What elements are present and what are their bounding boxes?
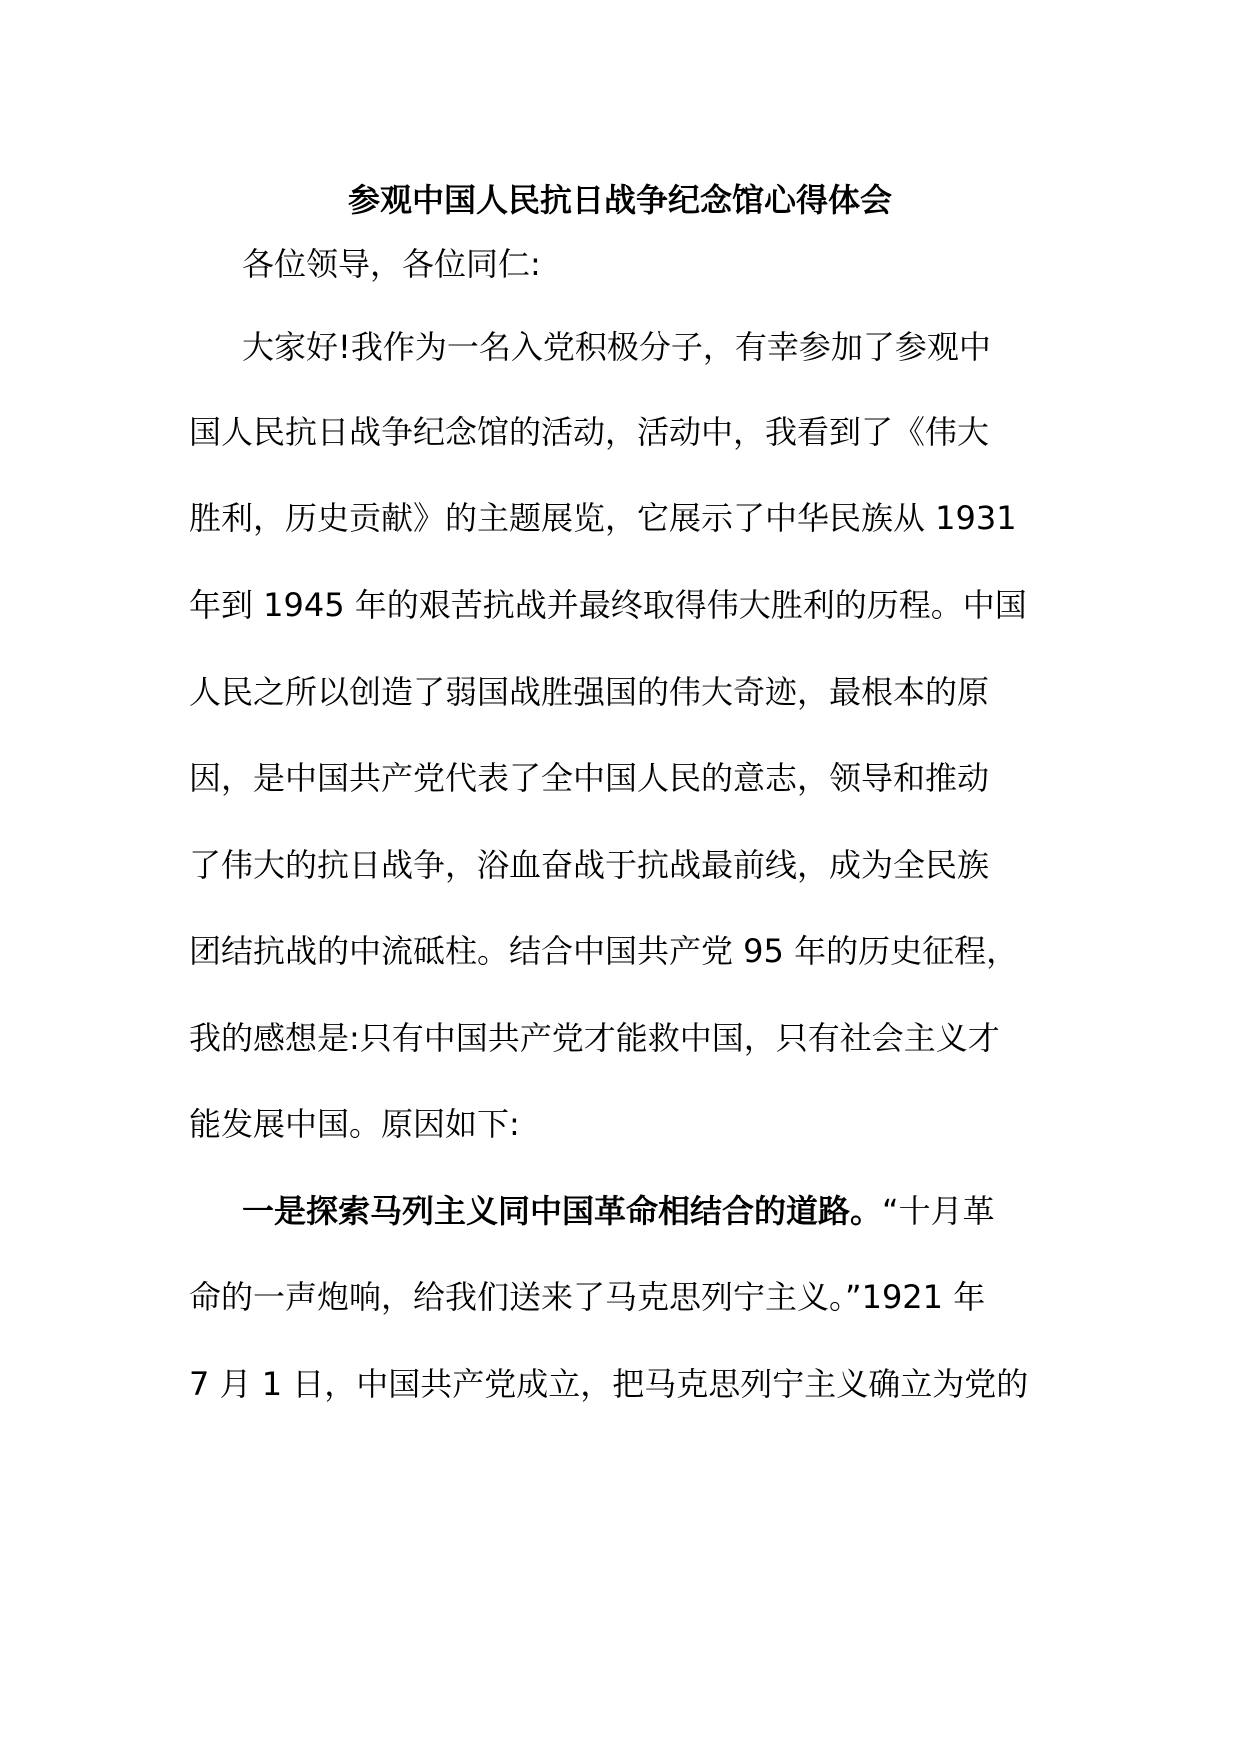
section-heading-line: [242, 1187, 995, 1235]
paragraph-line: 团结抗战的中流砥柱。结合中国共产党 95 年的历史征程，: [189, 932, 1019, 970]
paragraph-line: 年到 1945 年的艰苦抗战并最终取得伟大胜利的历程。中国: [189, 586, 1027, 624]
paragraph-line: 7 月 1 日，中国共产党成立，把马克思列宁主义确立为党的: [189, 1365, 1029, 1403]
paragraph-line: 胜利，历史贡献》的主题展览，它展示了中华民族从 1931: [189, 499, 1017, 537]
document-title: 参观中国人民抗日战争纪念馆心得体会: [347, 181, 892, 219]
paragraph-line: 能发展中国。原因如下:: [189, 1105, 520, 1143]
section-heading-continuation: “十月革: [882, 1192, 995, 1230]
paragraph-line: 命的一声炮响，给我们送来了马克思列宁主义。”1921 年: [189, 1278, 986, 1316]
paragraph-line: 大家好!我作为一名入党积极分子，有幸参加了参观中: [242, 328, 991, 366]
paragraph-line: 了伟大的抗日战争，浴血奋战于抗战最前线，成为全民族: [189, 846, 990, 884]
salutation: 各位领导，各位同仁:: [242, 245, 541, 283]
paragraph-line: 国人民抗日战争纪念馆的活动，活动中，我看到了《伟大: [189, 413, 990, 451]
paragraph-line: 因，是中国共产党代表了全中国人民的意志，领导和推动: [189, 759, 990, 797]
paragraph-line: 人民之所以创造了弱国战胜强国的伟大奇迹，最根本的原: [189, 673, 990, 711]
section-heading: 一是探索马列主义同中国革命相结合的道路。: [242, 1192, 883, 1230]
paragraph-line: 我的感想是:只有中国共产党才能救中国，只有社会主义才: [189, 1019, 1000, 1057]
